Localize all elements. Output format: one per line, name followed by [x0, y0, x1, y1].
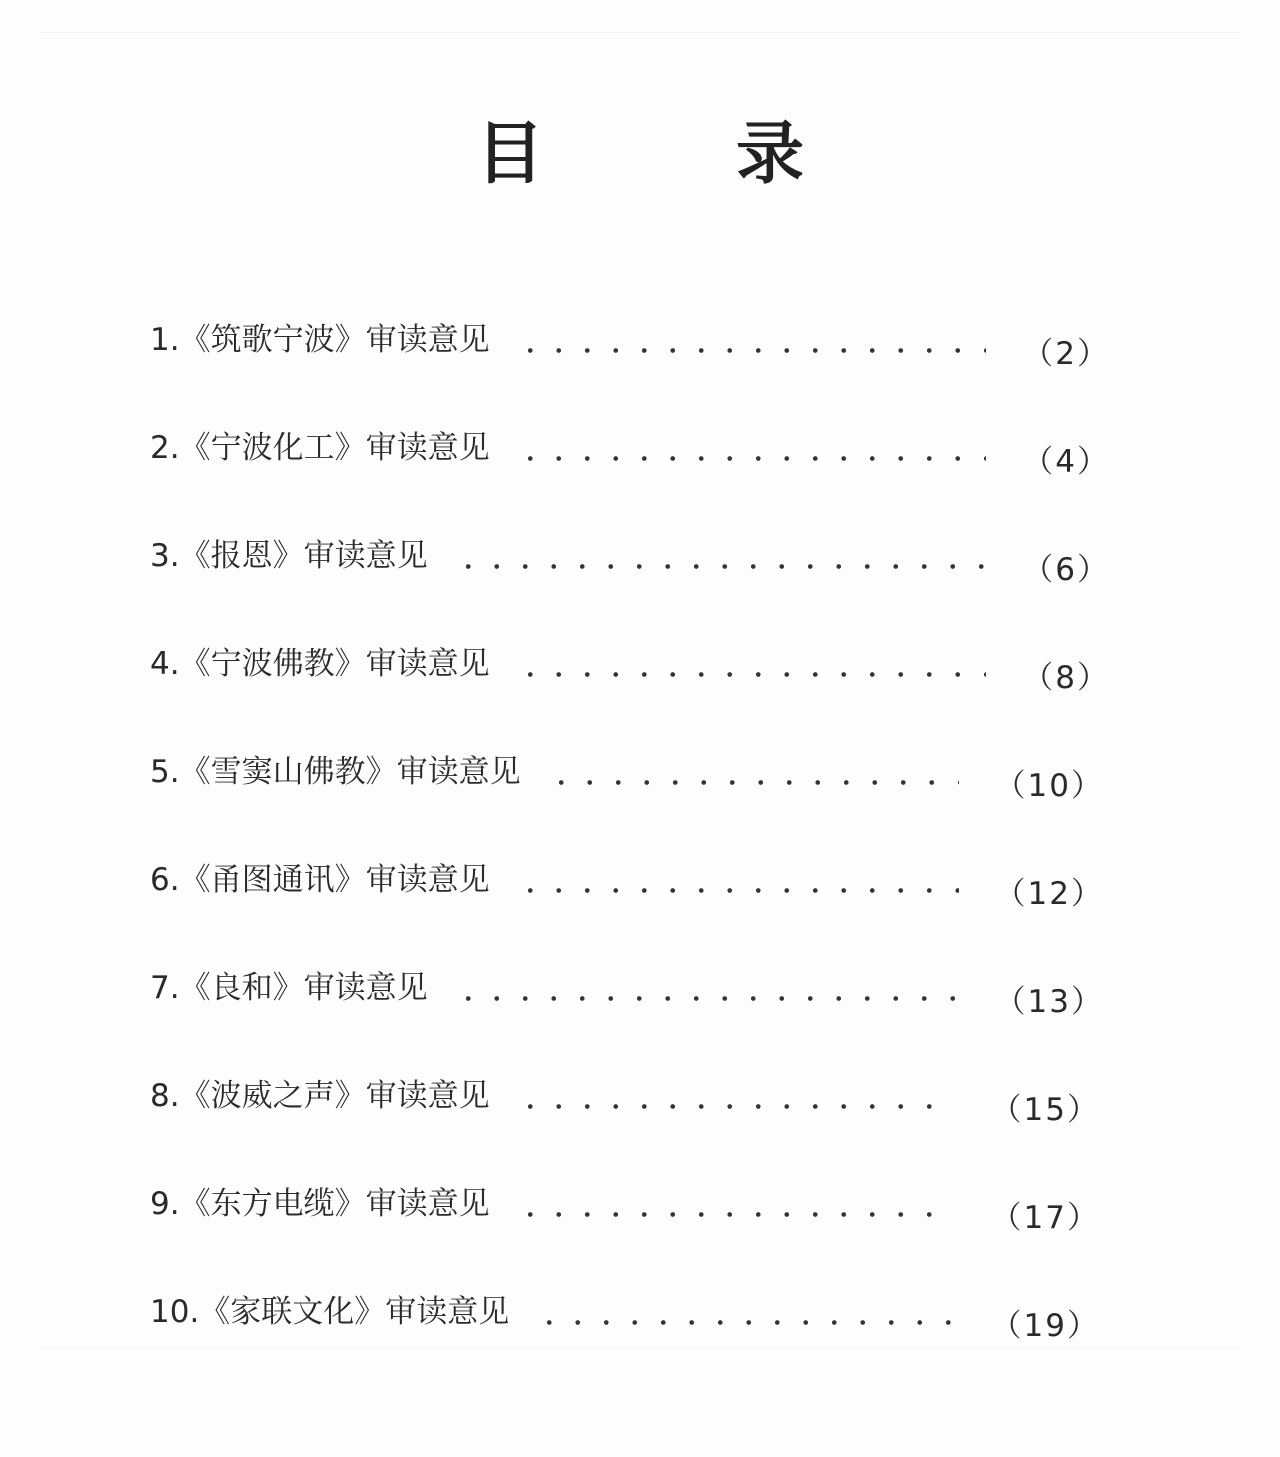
toc-entry-page: （4） — [1022, 444, 1110, 480]
dot-leader — [516, 1174, 955, 1234]
dot-leader — [516, 310, 987, 370]
toc-entry[interactable] — [150, 418, 1110, 526]
toc-entry-page: （2） — [1022, 336, 1110, 372]
toc-entry[interactable] — [150, 1066, 1110, 1174]
dot-leader — [516, 418, 987, 478]
toc-entry[interactable] — [150, 526, 1110, 634]
dot-leader — [547, 742, 959, 802]
toc-entry-page: （19） — [990, 1308, 1100, 1344]
toc-entry[interactable] — [150, 634, 1110, 742]
toc-entry[interactable] — [150, 958, 1110, 1066]
toc-entry-page: （8） — [1022, 660, 1110, 696]
toc-entry-title: 10.《家联文化》审读意见 — [150, 1294, 510, 1330]
toc-entry-title: 7.《良和》审读意见 — [150, 970, 428, 1006]
page-title: 目 录 — [475, 114, 866, 194]
toc-entry-title: 3.《报恩》审读意见 — [150, 538, 428, 574]
scan-artifact — [40, 32, 1240, 33]
toc-entry-page: （15） — [990, 1092, 1100, 1128]
toc-entry-title: 2.《宁波化工》审读意见 — [150, 430, 490, 466]
dot-leader — [516, 1066, 955, 1126]
table-of-contents — [150, 310, 1110, 1390]
toc-entry-title: 4.《宁波佛教》审读意见 — [150, 646, 490, 682]
toc-entry[interactable] — [150, 850, 1110, 958]
dot-leader — [454, 958, 959, 1018]
toc-entry-page: （6） — [1022, 552, 1110, 588]
dot-leader — [516, 850, 959, 910]
toc-entry-title: 1.《筑歌宁波》审读意见 — [150, 322, 490, 358]
toc-entry-page: （17） — [990, 1200, 1100, 1236]
dot-leader — [516, 634, 987, 694]
toc-entry-page: （10） — [994, 768, 1104, 804]
toc-entry[interactable] — [150, 1174, 1110, 1282]
toc-entry[interactable] — [150, 310, 1110, 418]
toc-entry-title: 8.《波威之声》审读意见 — [150, 1078, 490, 1114]
toc-entry-page: （12） — [994, 876, 1104, 912]
toc-entry-title: 6.《甬图通讯》审读意见 — [150, 862, 490, 898]
toc-entry-page: （13） — [994, 984, 1104, 1020]
dot-leader — [535, 1282, 954, 1342]
dot-leader — [454, 526, 987, 586]
toc-entry-title: 5.《雪窦山佛教》审读意见 — [150, 754, 521, 790]
toc-entry-title: 9.《东方电缆》审读意见 — [150, 1186, 490, 1222]
toc-entry[interactable] — [150, 1282, 1110, 1390]
toc-entry[interactable] — [150, 742, 1110, 850]
